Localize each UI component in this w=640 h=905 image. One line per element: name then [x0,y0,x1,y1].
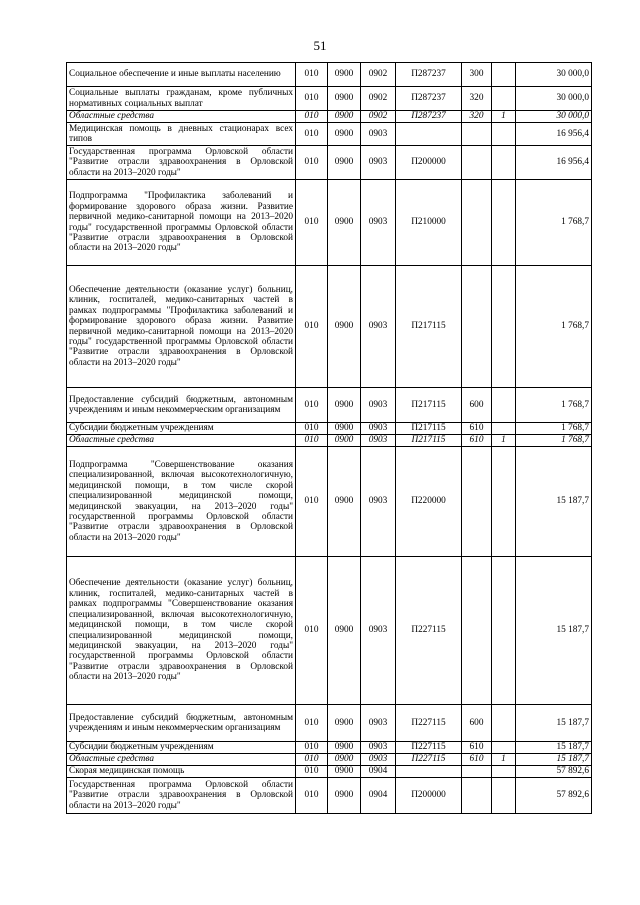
cell-funding-source [492,123,516,146]
cell-expense-type: 610 [462,742,492,754]
cell-expense-type [462,557,492,705]
cell-ministry-code: 010 [296,742,328,754]
cell-ministry-code: 010 [296,63,328,87]
cell-item-name: Государственная программа Орловской области "Развитие отрасли здравоохранения в Орловской области на 2013–2020 годы" [67,146,296,180]
cell-amount: 30 000,0 [516,63,592,87]
cell-target-article [396,123,462,146]
cell-target-article: П227115 [396,742,462,754]
cell-amount: 15 187,7 [516,557,592,705]
cell-expense-type: 610 [462,754,492,766]
cell-item-name: Областные средства [67,754,296,766]
cell-amount: 15 187,7 [516,742,592,754]
cell-target-article: П200000 [396,778,462,814]
cell-item-name: Обеспечение деятельности (оказание услуг) больниц, клиник, госпиталей, медико-санитарных частей в рамках подпрограммы "Совершенствование оказания специализированной, включая высокотехнологичную, медицинской помощи, в том числе скорой специализированной медицинской помощи, медицинской эвакуации, на 2013–2020 годы" государственной программы Орловской области "Развитие отрасли здравоохранения в Орловской области на 2013–2020 годы" [67,557,296,705]
cell-ministry-code: 010 [296,180,328,266]
table-row [67,180,592,266]
cell-item-name: Скорая медицинская помощь [67,766,296,778]
cell-section-code: 0900 [328,63,361,87]
cell-funding-source [492,388,516,423]
cell-target-article: П287237 [396,111,462,123]
cell-amount: 15 187,7 [516,705,592,742]
cell-expense-type: 600 [462,705,492,742]
cell-subsection-code: 0902 [361,111,396,123]
cell-section-code: 0900 [328,146,361,180]
cell-expense-type [462,766,492,778]
cell-expense-type: 320 [462,111,492,123]
cell-expense-type [462,146,492,180]
table-row [67,754,592,766]
cell-amount: 57 892,6 [516,766,592,778]
cell-subsection-code: 0903 [361,146,396,180]
cell-target-article: П217115 [396,423,462,435]
cell-section-code: 0900 [328,435,361,447]
cell-expense-type: 300 [462,63,492,87]
cell-amount: 1 768,7 [516,423,592,435]
cell-target-article: П217115 [396,266,462,388]
cell-amount: 1 768,7 [516,266,592,388]
cell-section-code: 0900 [328,266,361,388]
budget-table-body [67,63,592,814]
cell-section-code: 0900 [328,557,361,705]
cell-expense-type: 610 [462,435,492,447]
cell-section-code: 0900 [328,180,361,266]
cell-item-name: Социальные выплаты гражданам, кроме публичных нормативных социальных выплат [67,87,296,111]
cell-subsection-code: 0903 [361,705,396,742]
cell-funding-source: 1 [492,435,516,447]
cell-subsection-code: 0903 [361,557,396,705]
cell-target-article: П287237 [396,87,462,111]
cell-subsection-code: 0903 [361,266,396,388]
cell-amount: 15 187,7 [516,754,592,766]
cell-ministry-code: 010 [296,266,328,388]
cell-target-article: П210000 [396,180,462,266]
cell-funding-source [492,778,516,814]
cell-amount: 57 892,6 [516,778,592,814]
table-row [67,63,592,87]
cell-subsection-code: 0903 [361,423,396,435]
table-row [67,435,592,447]
cell-item-name: Предоставление субсидий бюджетным, автономным учреждениям и иным некоммерческим организациям [67,705,296,742]
cell-target-article: П227115 [396,705,462,742]
cell-section-code: 0900 [328,754,361,766]
table-row [67,447,592,557]
cell-funding-source [492,423,516,435]
table-row [67,146,592,180]
cell-item-name: Государственная программа Орловской области "Развитие отрасли здравоохранения в Орловской области на 2013–2020 годы" [67,778,296,814]
cell-ministry-code: 010 [296,435,328,447]
table-row [67,423,592,435]
cell-section-code: 0900 [328,447,361,557]
cell-funding-source [492,705,516,742]
cell-subsection-code: 0902 [361,87,396,111]
cell-amount: 16 956,4 [516,123,592,146]
cell-funding-source: 1 [492,111,516,123]
table-row [67,778,592,814]
cell-funding-source [492,742,516,754]
cell-funding-source [492,557,516,705]
table-row [67,123,592,146]
cell-ministry-code: 010 [296,754,328,766]
cell-ministry-code: 010 [296,146,328,180]
cell-funding-source [492,266,516,388]
cell-target-article: П227115 [396,557,462,705]
cell-ministry-code: 010 [296,447,328,557]
cell-ministry-code: 010 [296,423,328,435]
cell-section-code: 0900 [328,778,361,814]
cell-funding-source [492,766,516,778]
cell-expense-type: 600 [462,388,492,423]
cell-amount: 16 956,4 [516,146,592,180]
cell-subsection-code: 0903 [361,388,396,423]
cell-ministry-code: 010 [296,123,328,146]
cell-section-code: 0900 [328,87,361,111]
cell-subsection-code: 0903 [361,742,396,754]
cell-section-code: 0900 [328,705,361,742]
cell-funding-source [492,87,516,111]
cell-amount: 30 000,0 [516,87,592,111]
table-row [67,742,592,754]
cell-ministry-code: 010 [296,778,328,814]
cell-section-code: 0900 [328,388,361,423]
cell-amount: 1 768,7 [516,388,592,423]
cell-subsection-code: 0903 [361,447,396,557]
cell-target-article: П200000 [396,146,462,180]
cell-amount: 1 768,7 [516,180,592,266]
cell-item-name: Субсидии бюджетным учреждениям [67,423,296,435]
cell-funding-source [492,447,516,557]
cell-subsection-code: 0902 [361,63,396,87]
cell-target-article: П220000 [396,447,462,557]
cell-item-name: Предоставление субсидий бюджетным, автономным учреждениям и иным некоммерческим организациям [67,388,296,423]
table-row [67,388,592,423]
cell-expense-type: 320 [462,87,492,111]
cell-ministry-code: 010 [296,557,328,705]
cell-item-name: Подпрограмма "Совершенствование оказания специализированной, включая высокотехнологичную, медицинской помощи, в том числе скорой специализированной медицинской помощи, медицинской эвакуации, на 2013–2020 годы" государственной программы Орловской области "Развитие отрасли здравоохранения в Орловской области на 2013–2020 годы" [67,447,296,557]
cell-section-code: 0900 [328,766,361,778]
cell-target-article: П287237 [396,63,462,87]
cell-expense-type [462,123,492,146]
cell-item-name: Областные средства [67,111,296,123]
cell-expense-type [462,778,492,814]
cell-subsection-code: 0903 [361,123,396,146]
cell-expense-type [462,447,492,557]
cell-funding-source [492,63,516,87]
table-row [67,111,592,123]
table-row [67,266,592,388]
page-number: 51 [313,38,327,53]
cell-section-code: 0900 [328,111,361,123]
cell-funding-source [492,146,516,180]
table-row [67,87,592,111]
cell-expense-type: 610 [462,423,492,435]
cell-subsection-code: 0903 [361,754,396,766]
budget-table [66,62,592,814]
cell-subsection-code: 0903 [361,180,396,266]
cell-expense-type [462,180,492,266]
cell-section-code: 0900 [328,423,361,435]
cell-item-name: Субсидии бюджетным учреждениям [67,742,296,754]
cell-target-article [396,766,462,778]
cell-subsection-code: 0904 [361,778,396,814]
cell-ministry-code: 010 [296,111,328,123]
cell-ministry-code: 010 [296,87,328,111]
cell-amount: 1 768,7 [516,435,592,447]
cell-ministry-code: 010 [296,388,328,423]
cell-funding-source: 1 [492,754,516,766]
table-row [67,557,592,705]
cell-ministry-code: 010 [296,766,328,778]
cell-expense-type [462,266,492,388]
table-row [67,705,592,742]
cell-item-name: Областные средства [67,435,296,447]
cell-amount: 30 000,0 [516,111,592,123]
cell-item-name: Социальное обеспечение и иные выплаты населению [67,63,296,87]
cell-section-code: 0900 [328,123,361,146]
cell-item-name: Подпрограмма "Профилактика заболеваний и формирование здорового образа жизни. Развитие первичной медико-санитарной помощи на 2013–2020 годы" государственной программы Орловской области "Развитие отрасли здравоохранения в Орловской области на 2013–2020 годы" [67,180,296,266]
cell-item-name: Медицинская помощь в дневных стационарах всех типов [67,123,296,146]
cell-target-article: П227115 [396,754,462,766]
cell-subsection-code: 0903 [361,435,396,447]
cell-subsection-code: 0904 [361,766,396,778]
cell-section-code: 0900 [328,742,361,754]
cell-amount: 15 187,7 [516,447,592,557]
table-row [67,766,592,778]
cell-ministry-code: 010 [296,705,328,742]
cell-funding-source [492,180,516,266]
cell-target-article: П217115 [396,388,462,423]
cell-item-name: Обеспечение деятельности (оказание услуг) больниц, клиник, госпиталей, медико-санитарных частей в рамках подпрограммы "Профилактика заболеваний и формирование здорового образа жизни. Развитие первичной медико-санитарной помощи на 2013–2020 годы" государственной программы Орловской области "Развитие отрасли здравоохранения в Орловской области на 2013–2020 годы" [67,266,296,388]
cell-target-article: П217115 [396,435,462,447]
